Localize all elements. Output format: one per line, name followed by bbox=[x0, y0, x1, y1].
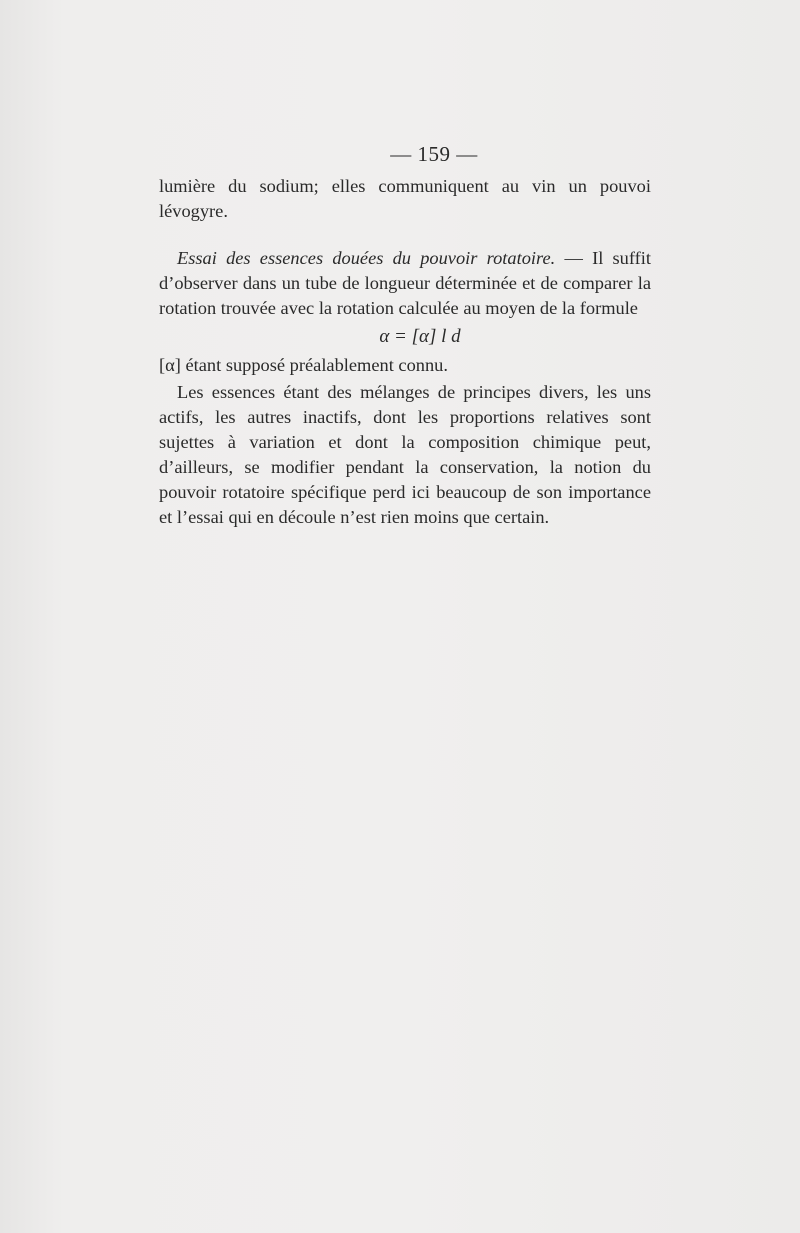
paragraph-essai bbox=[159, 246, 651, 321]
formula: α = [α] l d bbox=[379, 326, 461, 347]
paragraph-essences: Les essences étant des mélanges de principes divers, les uns actifs, les autres inactifs, dont les proportions relatives sont sujettes à variation et dont la composition chimique peut, d’ailleurs, se modifier pendant la conservation, la notion du pouvoir rotatoire spécifique perd ici beaucoup de son importance et l’essai qui en découle n’est rien moins que certain. bbox=[159, 382, 651, 527]
paragraph-alpha: [α] étant supposé préalablement connu. bbox=[159, 355, 448, 375]
paragraph-essai-text: — Il suffit d’observer dans un tube de longueur déterminée et de comparer la rotation trouvée avec la rotation calculée au moyen de la formule bbox=[159, 248, 651, 318]
text-block bbox=[159, 140, 651, 530]
section-heading: Essai des essences douées du pouvoir rotatoire. bbox=[177, 248, 556, 268]
paragraph-intro: lumière du sodium; elles communiquent au vin un pouvoi lévogyre. bbox=[159, 176, 651, 221]
page-number: — 159 — bbox=[390, 142, 478, 166]
